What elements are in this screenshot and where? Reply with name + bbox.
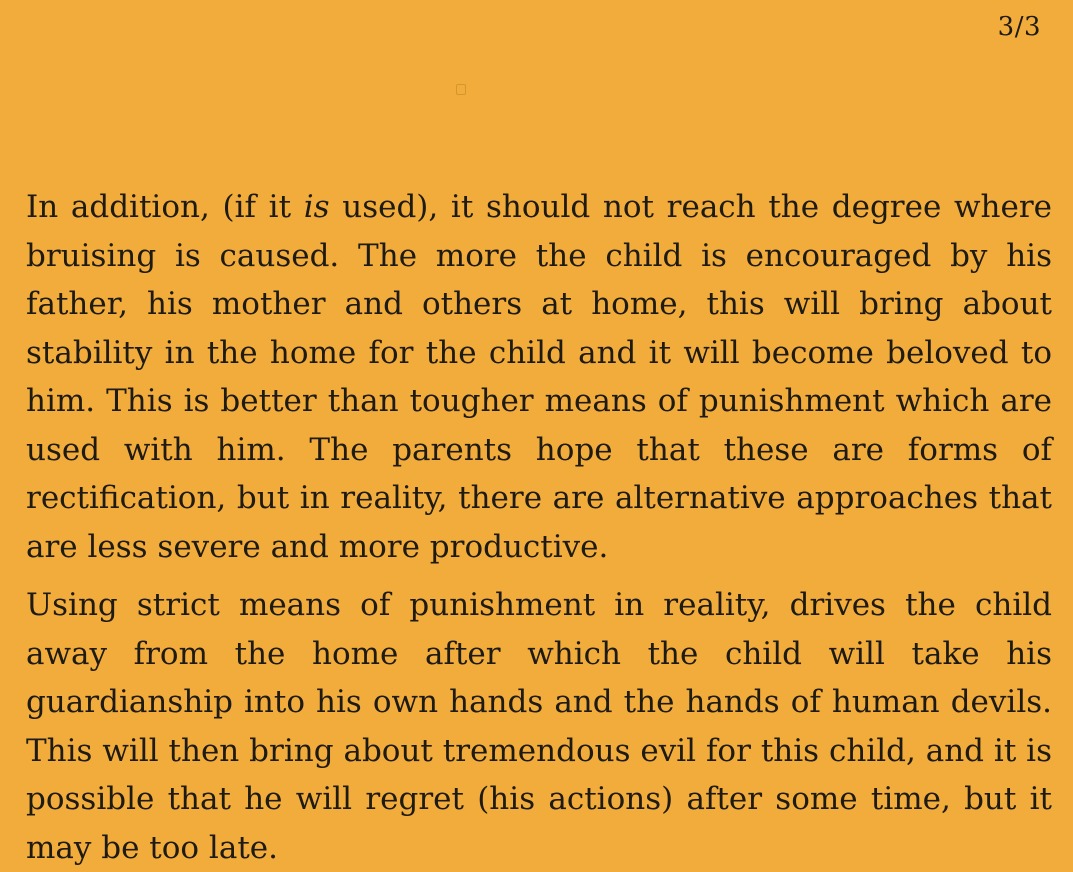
paragraph-1 [26,183,1052,571]
paragraph-1-lead: In addition, (if it [26,189,304,225]
faint-mark [456,84,466,95]
paragraph-2: Using strict means of punishment in reality, drives the child away from the home after which the child will take his guardianship into his own hands and the hands of human devils. This will then bring about tremendous evil for this child, and it is possible that he will regret (his actions) after some time, but it may be too late. [26,587,1052,866]
document-body [26,183,1052,872]
paragraph-1-emphasis: is [303,189,330,225]
paragraph-1-rest: used), it should not reach the degree where bruising is caused. The more the child is encouraged by his father, his mother and others at home, this will bring about stability in the home for the child and it will become beloved to him. This is better than tougher means of punishment which are used with him. The parents hope that these are forms of rectification, but in reality, there are alternative approaches that are less severe and more productive. [26,189,1052,565]
page-number: 3/3 [997,12,1041,42]
